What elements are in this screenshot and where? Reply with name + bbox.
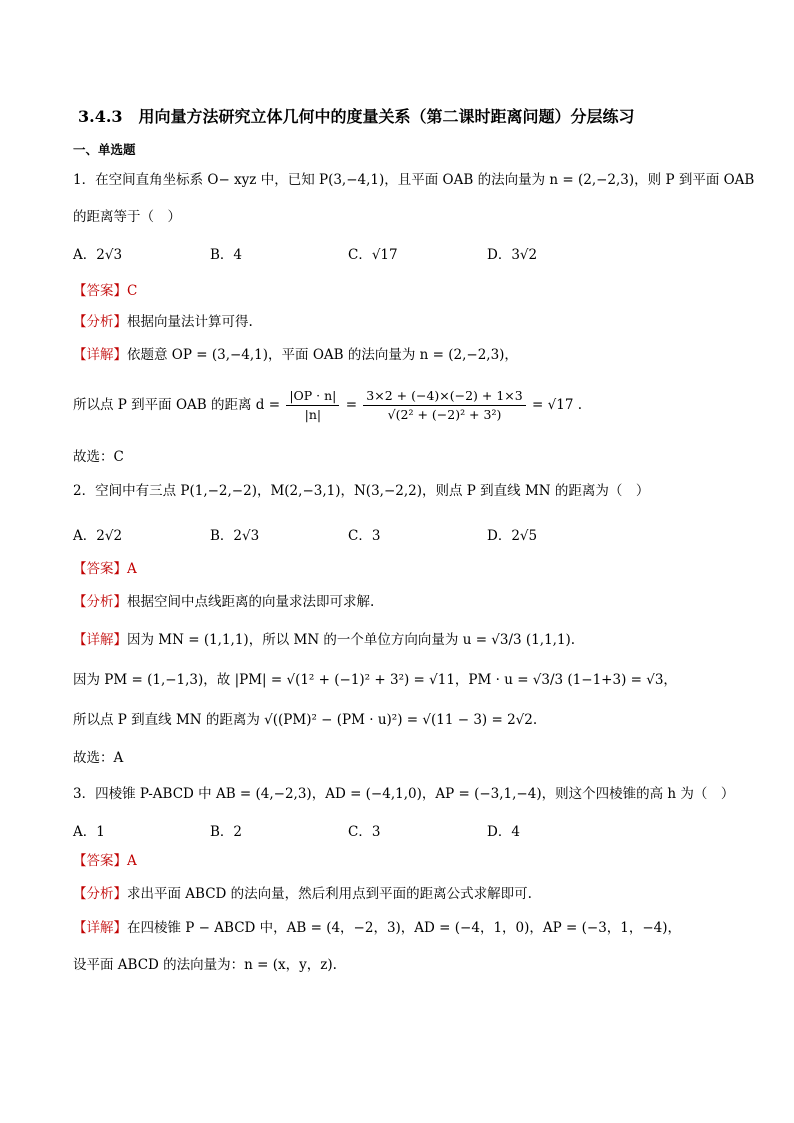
q2-detail-text1: 因为 MN = (1,1,1)，所以 MN 的一个单位方向向量为 u = √3/3 (1,1,1). [127,632,576,648]
q1-frac2-denominator: √(2² + (−2)² + 3²) [387,407,502,422]
q3-answer: A [127,853,137,869]
q1-result: = √17 . [532,397,582,413]
q2-answer-line [73,559,137,579]
section-heading: 一、单选题 [73,142,136,157]
q3-option-a: A．1 [73,824,105,840]
q1-formula-fraction2 [363,387,525,424]
q3-option-b: B．2 [210,824,243,840]
q3-option-d: D．4 [487,824,520,840]
q2-detail-line3: 所以点 P 到直线 MN 的距离为 √((PM)² − (PM · u)²) = √(11 − 3) = 2√2. [73,712,538,728]
q1-detail-line1 [73,345,518,365]
q1-analysis-line [73,312,253,332]
q1-detail-text1: 依题意 OP = (3,−4,1)，平面 OAB 的法向量为 n = (2,−2,3)， [127,347,518,363]
q1-detail-text2: 所以点 P 到平面 OAB 的距离 d = [73,397,281,413]
q1-analysis: 根据向量法计算可得. [127,314,253,330]
q1-option-d: D．3√2 [487,247,538,263]
q1-answer: C [127,283,138,299]
q2-option-b: B．2√3 [210,528,260,544]
q2-option-c: C．3 [348,528,381,544]
q2-option-a: A．2√2 [73,528,123,544]
q2-answer: A [127,561,137,577]
answer-label: 【答案】 [73,561,127,577]
q1-option-c: C．√17 [348,247,398,263]
q1-option-b: B．4 [210,247,243,263]
q2-detail-line1 [73,630,575,650]
q3-stem: 3．四棱锥 P-ABCD 中 AB = (4,−2,3)，AD = (−4,1,0)，AP = (−3,1,−4)，则这个四棱锥的高 h 为（ ） [73,786,735,802]
q3-detail-text1: 在四棱锥 P − ABCD 中，AB = (4，−2，3)，AD = (−4，1，0)，AP = (−3，1，−4)， [127,920,682,936]
q1-frac1-numerator: |OP · n| [286,387,339,406]
page-title: 3.4.3 用向量方法研究立体几何中的度量关系（第二课时距离问题）分层练习 [78,107,635,126]
answer-label: 【答案】 [73,283,127,299]
q3-option-c: C．3 [348,824,381,840]
q2-choice: 故选：A [73,750,124,766]
q3-analysis: 求出平面 ABCD 的法向量，然后利用点到平面的距离公式求解即可. [127,886,532,902]
analysis-label: 【分析】 [73,314,127,330]
answer-label: 【答案】 [73,853,127,869]
q1-stem-line2: 的距离等于（ ） [73,209,181,225]
detail-label: 【详解】 [73,347,127,363]
q1-stem-line1: 1．在空间直角坐标系 O− xyz 中，已知 P(3,−4,1)，且平面 OAB 的法向量为 n = (2,−2,3)，则 P 到平面 OAB [73,172,755,188]
detail-label: 【详解】 [73,632,127,648]
q2-option-d: D．2√5 [487,528,538,544]
q1-frac1-denominator: |n| [304,407,322,422]
q2-detail-line2: 因为 PM = (1,−1,3)，故 |PM| = √(1² + (−1)² + 3²) = √11，PM · u = √3/3 (1−1+3) = √3， [73,672,677,688]
q2-analysis-line [73,592,374,612]
q2-stem: 2．空间中有三点 P(1,−2,−2)，M(2,−3,1)，N(3,−2,2)，则点 P 到直线 MN 的距离为（ ） [73,483,650,499]
q1-detail-line2: 所以点 P 到平面 OAB 的距离 d = $\frac{|OP \cdot n|}{|n|}$ = $\frac{3\times 2 + (-4)\times(-2) + 1\times 3}{\text{√(2² + (−2)² + 3²)}}$ = √17 . [73,388,582,422]
q3-detail-line1 [73,918,681,938]
analysis-label: 【分析】 [73,594,127,610]
q1-choice: 故选：C [73,449,124,465]
q1-answer-line [73,281,137,301]
q1-option-a: A．2√3 [73,247,123,263]
q3-detail-line2: 设平面 ABCD 的法向量为：n = (x，y，z). [73,957,337,973]
q3-analysis-line [73,884,532,904]
q2-analysis: 根据空间中点线距离的向量求法即可求解. [127,594,375,610]
q1-frac2-numerator: 3×2 + (−4)×(−2) + 1×3 [363,387,525,406]
detail-label: 【详解】 [73,920,127,936]
analysis-label: 【分析】 [73,886,127,902]
q3-answer-line [73,851,137,871]
q1-formula-fraction1 [286,387,339,424]
